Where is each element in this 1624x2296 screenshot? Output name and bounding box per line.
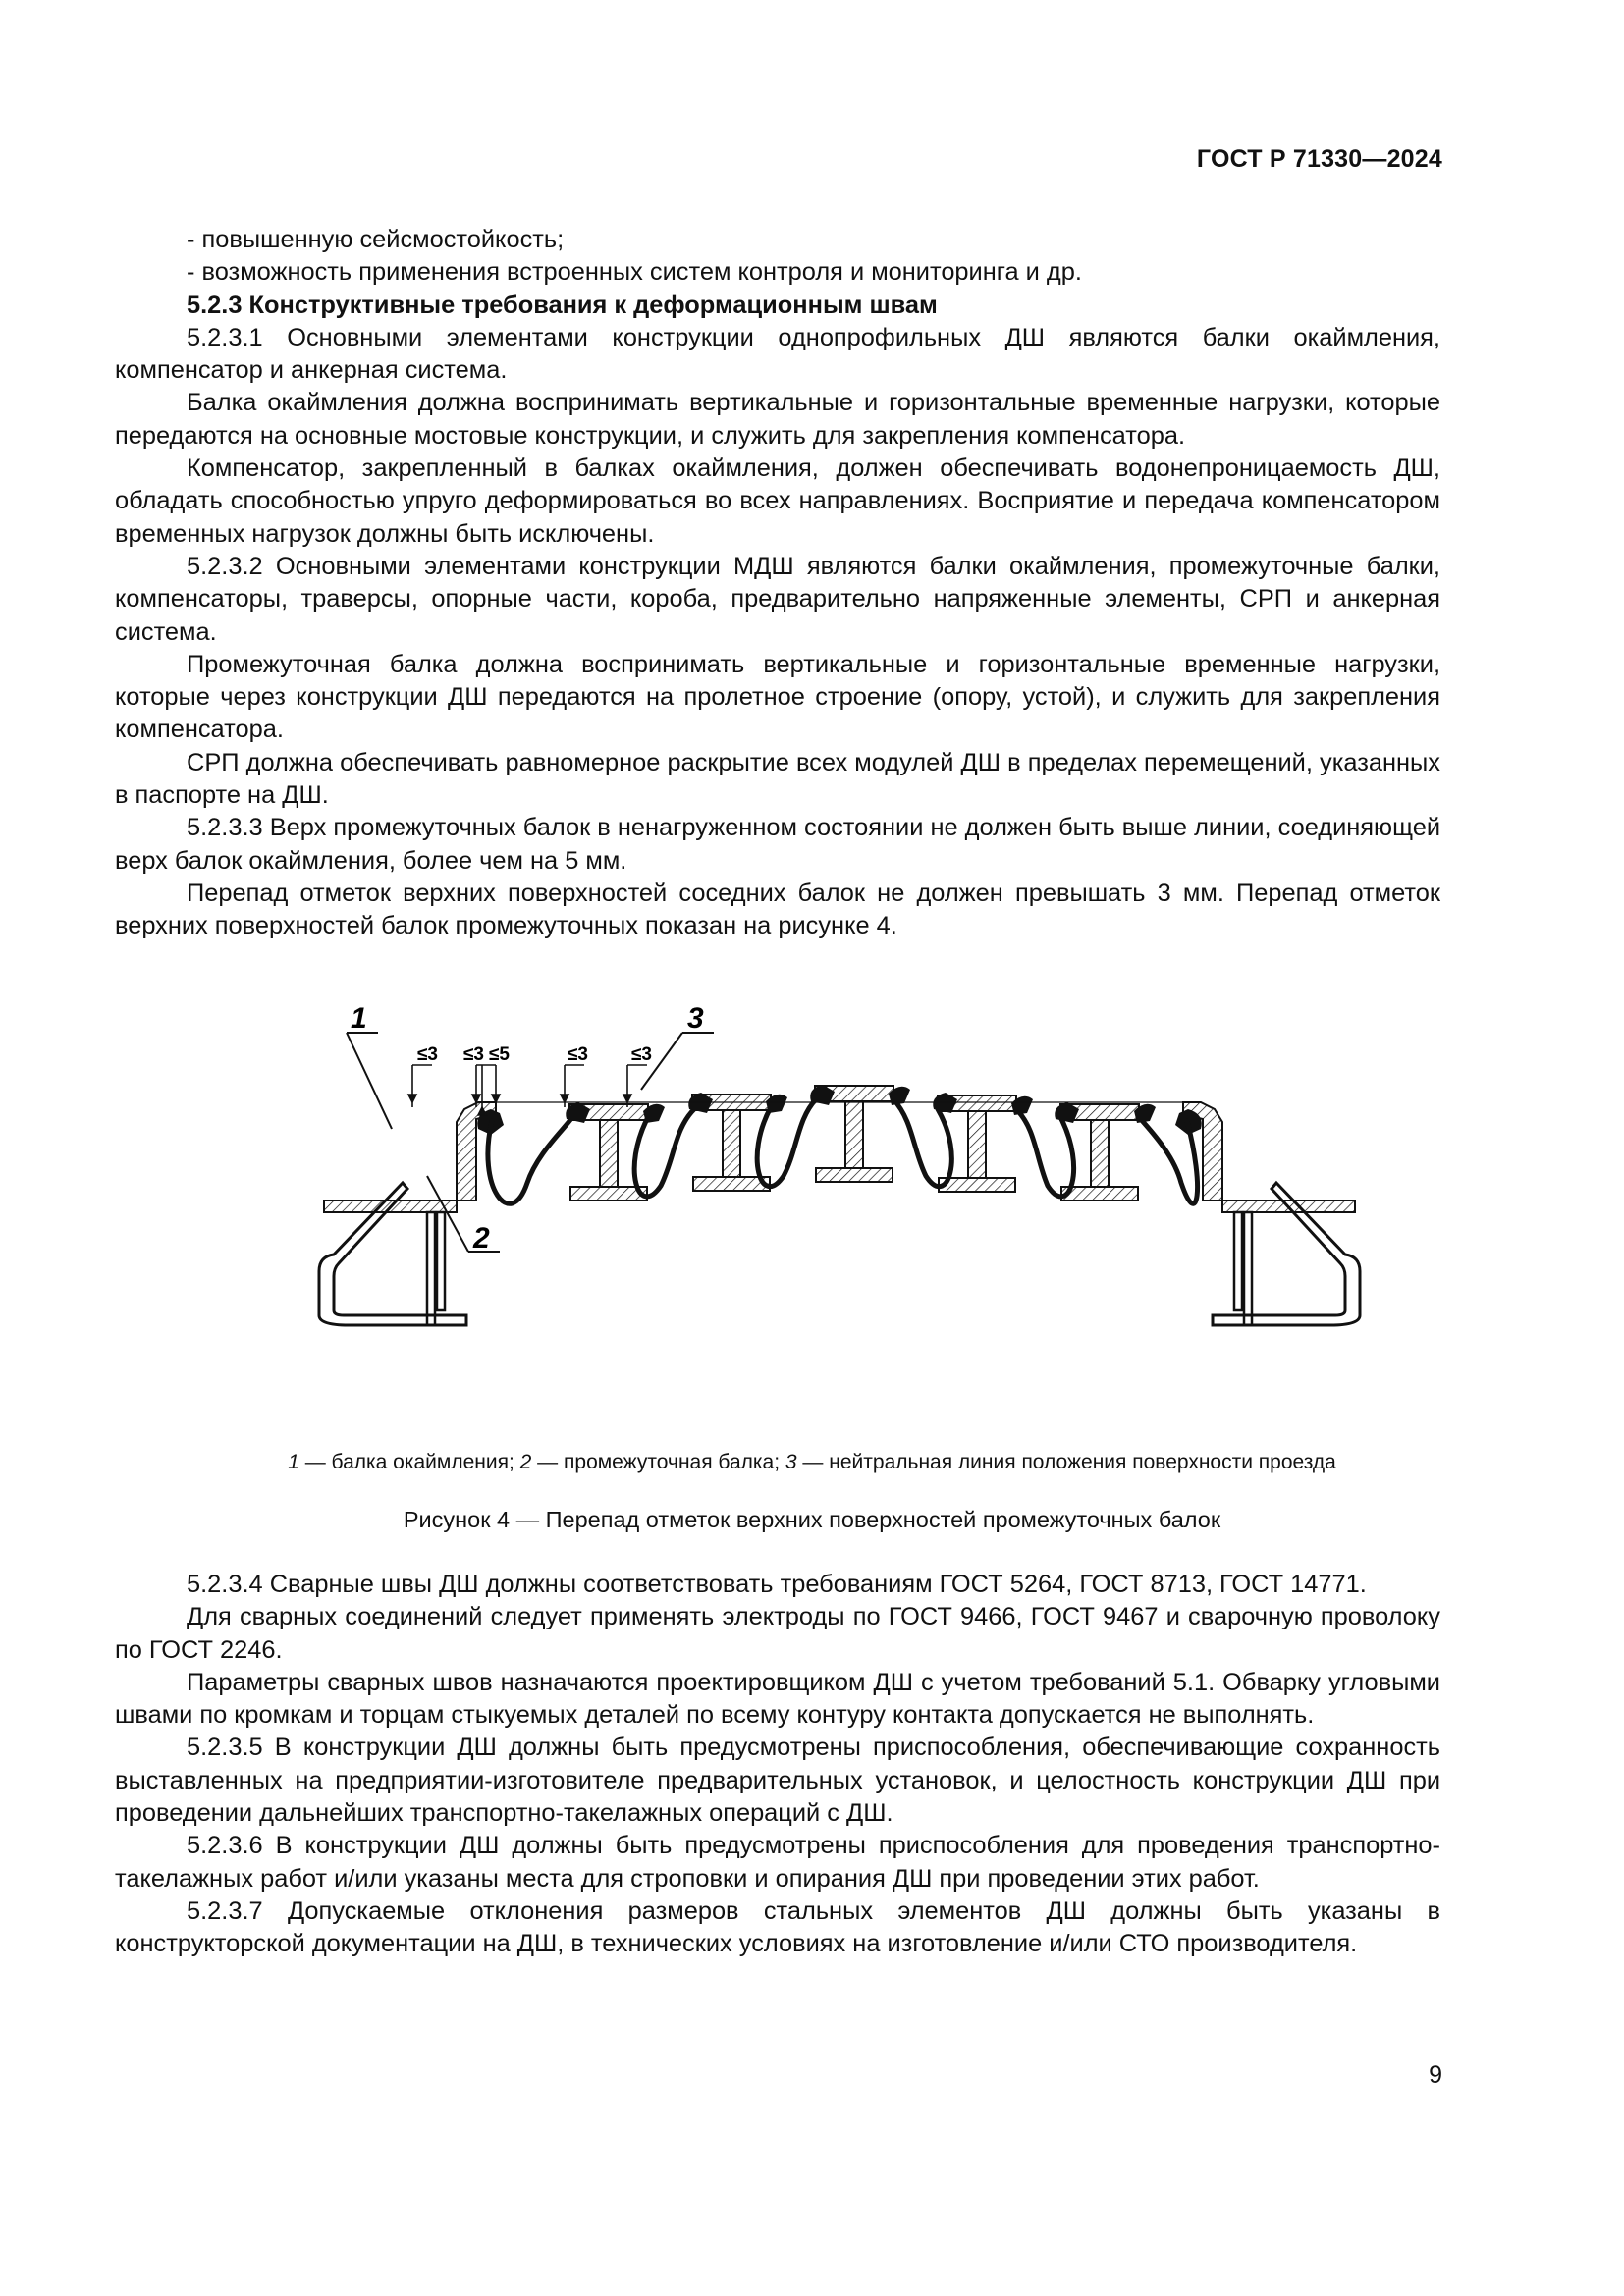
dimension-label: ≤3 xyxy=(463,1044,484,1065)
body-text-bottom xyxy=(115,1569,1440,1961)
legend-number: 1 xyxy=(288,1451,299,1473)
dimension-label: ≤5 xyxy=(489,1044,510,1065)
paragraph: 5.2.3.1 Основными элементами конструкции однопрофильных ДШ являются балки окаймления, компенсатор и анкерная система. xyxy=(115,323,1440,385)
section-heading: 5.2.3 Конструктивные требования к деформационным швам xyxy=(187,291,938,319)
list-item: - повышенную сейсмостойкость; xyxy=(187,226,565,253)
legend-text: — балка окаймления; xyxy=(298,1451,520,1473)
dimension-label: ≤3 xyxy=(631,1044,652,1065)
legend-text: — промежуточная балка; xyxy=(531,1451,785,1473)
paragraph: Балка окаймления должна воспринимать вертикальные и горизонтальные временные нагрузки, которые передаются на основные мостовые конструкции, и служить для закрепления компенсатора. xyxy=(115,389,1440,450)
callout-label: 3 xyxy=(687,1002,704,1035)
paragraph: 5.2.3.6 В конструкции ДШ должны быть предусмотрены приспособления для проведения транспортно-такелажных работ и/или указаны места для строповки и опирания ДШ при проведении этих работ. xyxy=(115,1832,1440,1893)
paragraph: Параметры сварных швов назначаются проектировщиком ДШ с учетом требований 5.1. Обварку угловыми швами по кромкам и торцам стыкуемых деталей по всему контуру контакта допускается не выполнять. xyxy=(115,1668,1440,1730)
legend-number: 2 xyxy=(519,1451,532,1473)
paragraph: 5.2.3.7 Допускаемые отклонения размеров стальных элементов ДШ должны быть указаны в конструкторской документации на ДШ, в технических условиях на изготовление и/или СТО производителя. xyxy=(115,1896,1440,1958)
paragraph: 5.2.3.5 В конструкции ДШ должны быть предусмотрены приспособления, обеспечивающие сохранность выставленных на предприятии-изготовителе предварительных установок, и целостность конструкции ДШ при проведении дальнейших транспортно-такелажных операций с ДШ. xyxy=(115,1734,1440,1828)
legend-number: 3 xyxy=(785,1451,797,1473)
callout-leaders xyxy=(347,1033,714,1252)
figure-caption: Рисунок 4 — Перепад отметок верхних поверхностей промежуточных балок xyxy=(403,1507,1221,1532)
paragraph: СРП должна обеспечивать равномерное раскрытие всех модулей ДШ в пределах перемещений, указанных в паспорте на ДШ. xyxy=(115,748,1440,810)
left-edge-beam xyxy=(319,1102,504,1325)
dimension-label: ≤3 xyxy=(417,1044,438,1065)
paragraph: Промежуточная балка должна воспринимать вертикальные и горизонтальные временные нагрузки, которые через конструкции ДШ передаются на пролетное строение (опору, устой), и служить для закрепления компенсатора. xyxy=(115,650,1440,744)
paragraph: 5.2.3.2 Основными элементами конструкции МДШ являются балки окаймления, промежуточные балки, компенсаторы, траверсы, опорные части, короба, предварительно напряженные элементы, СРП и анкерная система. xyxy=(115,552,1440,646)
paragraph: 5.2.3.3 Верх промежуточных балок в ненагруженном состоянии не должен быть выше линии, соединяющей верх балок окаймления, более чем на 5 мм. xyxy=(115,814,1440,875)
document-code: ГОСТ Р 71330—2024 xyxy=(1196,145,1442,173)
figure-legend xyxy=(0,1451,1624,1474)
list-item: - возможность применения встроенных систем контроля и мониторинга и др. xyxy=(187,258,1082,287)
page-number: 9 xyxy=(1429,2061,1442,2089)
body-text-top xyxy=(115,224,1440,943)
right-edge-beam xyxy=(1175,1102,1360,1325)
figure-4-drawing xyxy=(309,991,1370,1404)
callout-label: 1 xyxy=(351,1002,367,1035)
paragraph: Для сварных соединений следует применять электроды по ГОСТ 9466, ГОСТ 9467 и сварочную проволоку по ГОСТ 2246. xyxy=(115,1603,1440,1664)
callout-label: 2 xyxy=(473,1222,490,1255)
paragraph: 5.2.3.4 Сварные швы ДШ должны соответствовать требованиям ГОСТ 5264, ГОСТ 8713, ГОСТ 14771. xyxy=(187,1571,1367,1598)
paragraph: Перепад отметок верхних поверхностей соседних балок не должен превышать 3 мм. Перепад отметок верхних поверхностей балок промежуточных показан на рисунке 4. xyxy=(115,879,1440,940)
dimension-label: ≤3 xyxy=(568,1044,588,1065)
legend-text: — нейтральная линия положения поверхности проезда xyxy=(796,1451,1336,1473)
paragraph: Компенсатор, закрепленный в балках окаймления, должен обеспечивать водонепроницаемость ДШ, обладать способностью упруго деформироваться во всех направлениях. Восприятие и передача компенсатором временных нагрузок должны быть исключены. xyxy=(115,454,1440,548)
